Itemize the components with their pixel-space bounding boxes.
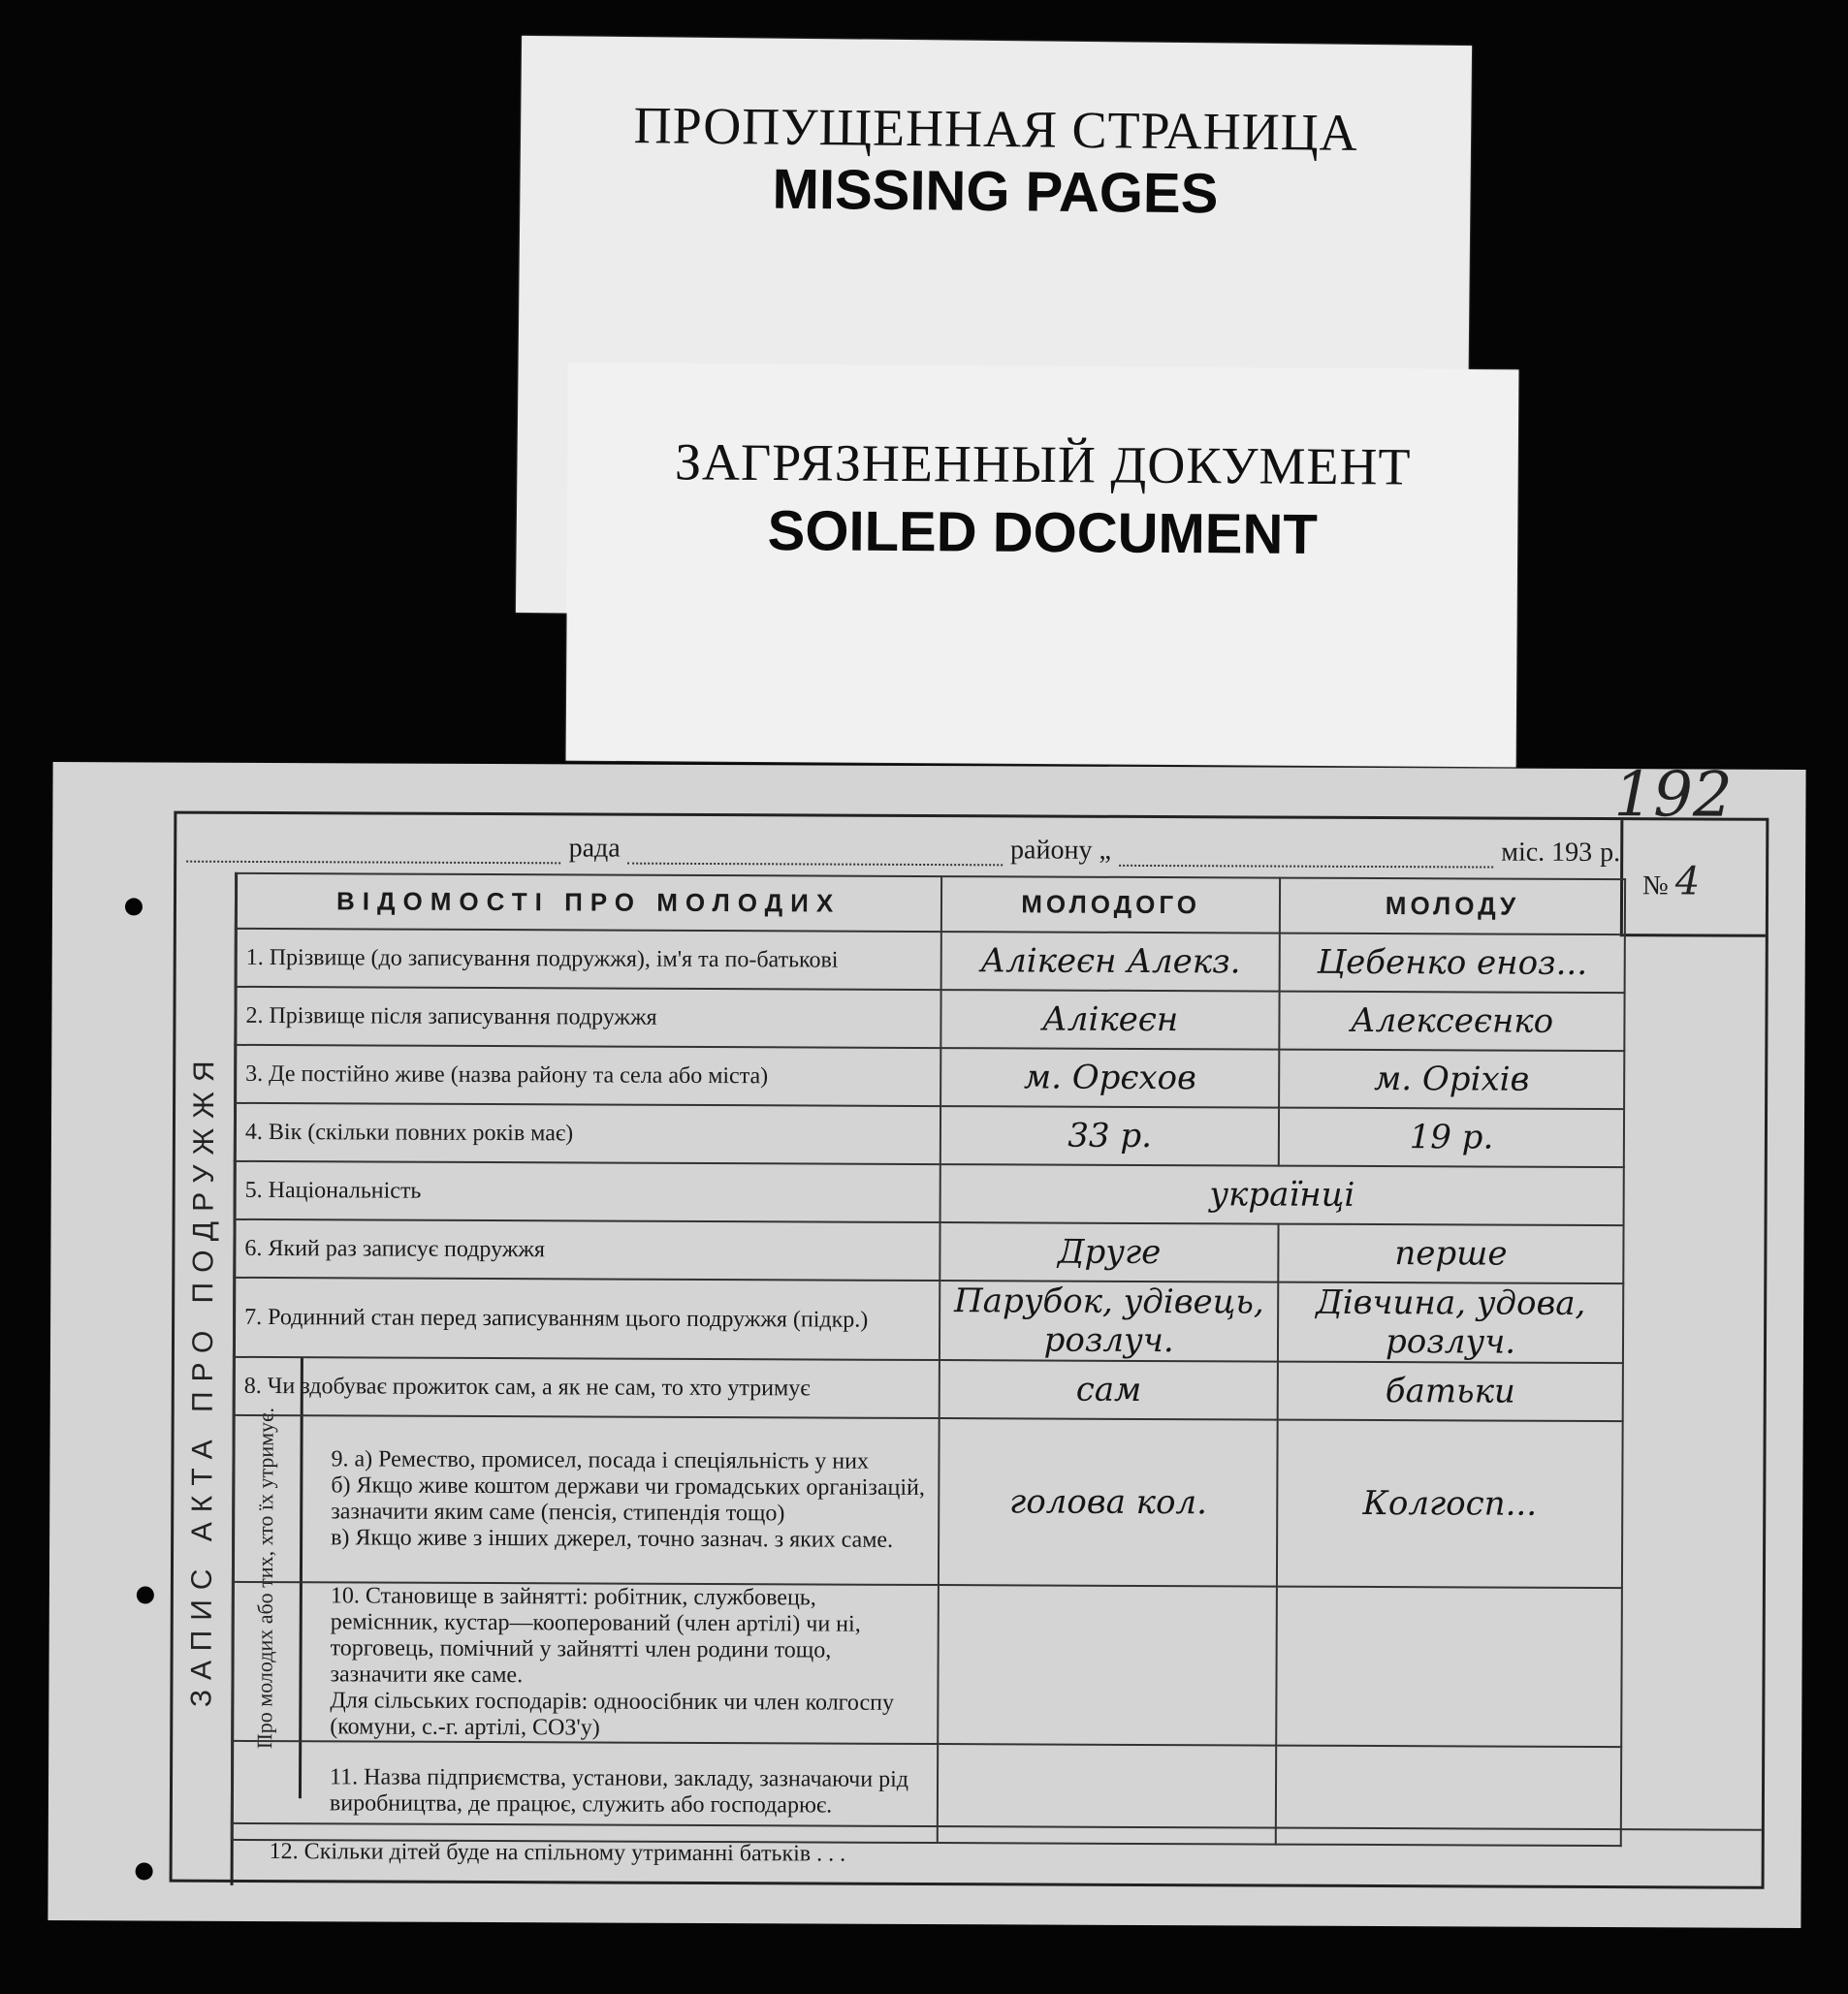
punch-hole <box>137 1586 154 1603</box>
groom-value <box>939 1585 1277 1746</box>
soiled-document-card <box>566 364 1519 768</box>
table-row <box>235 1045 1624 1109</box>
row-label: 1. Прізвище (до записування подружжя), ім'я та по-батькові <box>236 929 942 990</box>
groom-value: Парубок, удівець, розлуч. <box>940 1281 1278 1362</box>
row-label: 7. Родинний стан перед записуванням цього подружжя (підкр.) <box>234 1278 940 1360</box>
number-value: 4 <box>1674 859 1701 904</box>
bride-value: батьки <box>1278 1362 1623 1422</box>
groom-value: Алікеєн <box>941 990 1280 1050</box>
row-12-children: 12. Скільки дітей буде на спільному утриманні батьків . . . <box>231 1822 1762 1883</box>
year-suffix: р. <box>1600 838 1621 869</box>
number-label: № <box>1642 870 1669 902</box>
row-label: 8. Чи здобуває прожиток сам, а як не сам, то хто утримує <box>234 1357 940 1418</box>
header-groom: МОЛОДОГО <box>941 876 1280 934</box>
nationality-value: українці <box>940 1164 1624 1225</box>
soiled-document-ru: ЗАГРЯЗНЕННЫЙ ДОКУМЕНТ <box>674 432 1412 496</box>
header-line <box>186 824 1620 869</box>
row-label: 11. Назва підприємства, установи, закладу, зазначаючи рід виробництва, де працює, служить або господарює. <box>232 1741 939 1843</box>
form-frame <box>170 811 1769 1889</box>
bride-value: Дівчина, удова, розлуч. <box>1278 1282 1623 1364</box>
row-label: 10. Становище в зайнятті: робітник, службовець, реміснник, кустар—кооперований (член артілі) чи ні, торговець, помічний у зайнятті член родини тощо, зазначити яке саме. Для сільських господарів: одноосібник чи член колгоспу (комуни, с.-г. артілі, СОЗ'у) <box>232 1582 939 1744</box>
bride-value <box>1276 1587 1622 1748</box>
bride-value: перше <box>1278 1224 1623 1284</box>
missing-pages-en: MISSING PAGES <box>772 157 1219 226</box>
bride-value: Колгосп... <box>1277 1420 1623 1589</box>
rada-label: рада <box>568 833 621 864</box>
table-row <box>234 1357 1623 1421</box>
row-label: 4. Вік (скільки повних років має) <box>235 1103 941 1164</box>
row-label: 6. Який раз записує подружжя <box>234 1219 940 1281</box>
table-row <box>235 1103 1624 1167</box>
groom-value: голова кол. <box>939 1418 1278 1587</box>
row-label: 2. Прізвище після записування подружжя <box>235 987 941 1048</box>
side-title <box>173 872 239 1885</box>
archive-number-stamp: 192 <box>1613 759 1733 832</box>
table-row <box>232 1582 1622 1747</box>
bride-value: м. Оріхів <box>1279 1050 1624 1110</box>
missing-pages-ru: ПРОПУЩЕННАЯ СТРАНИЦА <box>633 96 1358 162</box>
header-info: ВІДОМОСТІ ПРО МОЛОДИХ <box>236 873 942 932</box>
groom-value: сам <box>940 1360 1278 1420</box>
form-table <box>231 872 1626 1847</box>
header-bride: МОЛОДУ <box>1280 878 1625 935</box>
row-label: 5. Національність <box>235 1161 941 1222</box>
groom-value: Друге <box>940 1222 1279 1282</box>
table-row <box>235 1161 1624 1225</box>
bride-value: 19 р. <box>1279 1108 1624 1168</box>
side-title-text: ЗАПИС АКТА ПРО ПОДРУЖЖЯ <box>185 1050 221 1707</box>
row-label: 9. а) Ремество, промисел, посада і спеціяльність у них б) Якщо живе коштом держави чи громадських організацій, зазначити яким саме (пенсія, стипендія тощо) в) Якщо живе з інших джерел, точно зазнач. з яких саме. <box>233 1415 940 1585</box>
row-label: 3. Де постійно живе (назва району та села або міста) <box>235 1045 941 1106</box>
punch-hole <box>125 898 143 915</box>
record-number-box <box>1620 820 1767 937</box>
table-row <box>235 987 1624 1051</box>
table-row <box>233 1415 1623 1588</box>
soiled-document-en: SOILED DOCUMENT <box>767 499 1319 566</box>
date-label: міс. 193 <box>1501 837 1593 868</box>
table-row <box>236 929 1625 993</box>
table-row <box>234 1219 1623 1283</box>
raion-label: району „ <box>1010 835 1111 866</box>
marriage-record-form <box>48 759 1805 1928</box>
groom-value: м. Орєхов <box>940 1048 1279 1108</box>
bride-value: Цебенко еноз... <box>1280 934 1625 994</box>
groom-value: Алікеєн Алекз. <box>941 932 1280 992</box>
table-row <box>234 1278 1623 1363</box>
groom-value: 33 р. <box>940 1106 1279 1166</box>
side-subtitle-text: Про молодих або тих, хто їх утримує. <box>252 1407 278 1749</box>
punch-hole <box>136 1862 153 1880</box>
bride-value: Алексеєнко <box>1279 992 1624 1052</box>
